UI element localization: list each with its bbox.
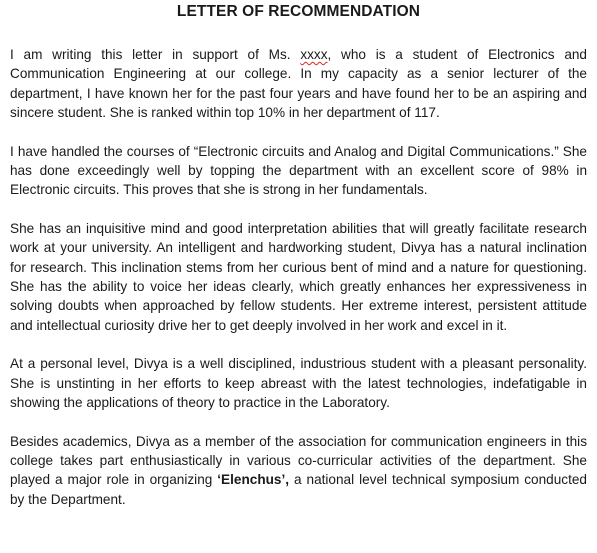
event-name: ‘Elenchus’, [217,472,290,488]
letter-title: LETTER OF RECOMMENDATION [176,3,421,20]
activities-rest-text: a national level technical symposium conducted by the Department. [10,472,587,507]
paragraph-abilities: She has an inquisitive mind and good interpretation abilities that will greatly facilitate research work at your university. An intelligent and hardworking student, Divya has a natural inclination for research. This inclination stems from her curious bent of mind and a nature for questioning. She has the ability to voice her ideas clearly, which greatly enhances her expressiveness in solving doubts when approached by fellow students. Her extreme interest, persistent attitude and intellectual curiosity drive her to get deeply involved in her work and excel in it. [10,220,587,333]
intro-rest-text: , who is a student of Electronics and Communication Engineering at our college. In my capacity as a senior lecturer of the department, I have known her for the past four years and have found her to be an aspiring and sincere student. She is ranked within top 10% in her department of 117. [10,47,587,121]
paragraph-activities [10,432,587,510]
paragraph-courses: I have handled the courses of “Electronic circuits and Analog and Digital Communications.” She has done exceedingly well by topping the department with an excellent score of 98% in Electronic circuits. This proves that she is strong in her fundamentals. [10,143,587,198]
activities-lead-text: Besides academics, Divya as a member of the association for communication engineers in this college takes part enthusiastically in various co-curricular activities of the department. She played a major role in organizing [10,433,587,488]
intro-lead-text: I am writing this letter in support of Ms. [10,47,301,62]
paragraph-personality: At a personal level, Divya is a well disciplined, industrious student with a pleasant personality. She is unstinting in her efforts to keep abreast with the latest technologies, indefatigable in showing the applications of theory to practice in the Laboratory. [10,356,587,411]
paragraph-introduction [10,45,587,123]
student-name-placeholder: xxxx [300,47,328,62]
